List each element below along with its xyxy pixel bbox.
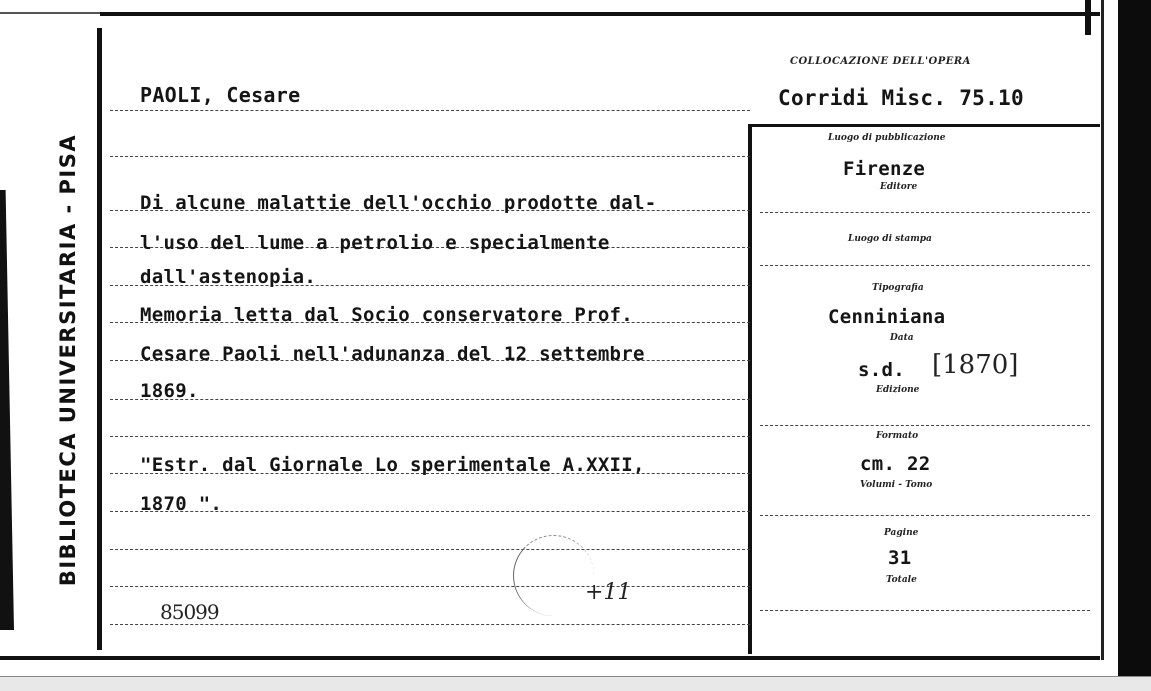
note-line: 1870 ".	[140, 493, 223, 515]
spine-label: BIBLIOTECA UNIVERSITARIA - PISA	[56, 133, 80, 587]
panel-rule	[760, 265, 1090, 266]
format-value: cm. 22	[860, 453, 931, 475]
title-line: dall'astenopia.	[140, 266, 317, 288]
rule	[110, 156, 750, 157]
right-rule	[1101, 0, 1104, 660]
right-dark-edge	[1118, 0, 1151, 690]
panel-rule	[760, 212, 1090, 213]
title-line: 1869.	[140, 380, 199, 402]
panel-rule	[760, 515, 1090, 516]
top-border	[100, 12, 1100, 16]
title-line: Memoria letta dal Socio conservatore Prof.	[140, 304, 634, 326]
handwritten-mark: +11	[585, 580, 632, 605]
collocazione-label: COLLOCAZIONE DELL'OPERA	[790, 56, 971, 67]
publisher-label: Editore	[880, 182, 918, 192]
volumes-label: Volumi - Tomo	[860, 480, 933, 490]
top-right-tab	[1085, 0, 1091, 35]
rule	[110, 624, 750, 625]
format-label: Formato	[876, 431, 919, 441]
inventory-number: 85099	[160, 600, 219, 624]
pages-value: 31	[888, 547, 912, 569]
title-line: l'uso del lume a petrolio e specialmente	[140, 232, 610, 254]
edition-label: Edizione	[876, 385, 920, 395]
rule	[110, 586, 750, 587]
rule	[110, 399, 750, 400]
date-value: s.d.	[858, 359, 905, 381]
left-card-edge	[0, 190, 14, 630]
rule	[110, 436, 750, 437]
left-border-line	[97, 28, 102, 650]
date-handwritten: [1870]	[932, 350, 1019, 380]
printer-label: Tipografia	[872, 283, 924, 293]
author-rule	[110, 110, 750, 111]
author-heading: PAOLI, Cesare	[140, 83, 301, 107]
punch-hole	[513, 535, 594, 616]
note-line: "Estr. dal Giornale Lo sperimentale A.XXII,	[140, 454, 645, 476]
panel-rule	[760, 610, 1090, 611]
printing-place-label: Luogo di stampa	[848, 234, 932, 244]
title-line: Di alcune malattie dell'occhio prodotte dal-	[140, 192, 657, 214]
place-label: Luogo di pubblicazione	[828, 133, 946, 143]
panel-top-line	[748, 124, 1100, 127]
place-value: Firenze	[843, 158, 926, 180]
top-edge-left	[0, 12, 100, 14]
date-label: Data	[890, 333, 914, 343]
rule	[110, 549, 750, 550]
total-label: Totale	[886, 575, 917, 585]
pages-label: Pagine	[884, 528, 919, 538]
shelfmark: Corridi Misc. 75.10	[778, 86, 1024, 110]
panel-rule	[760, 425, 1090, 426]
title-line: Cesare Paoli nell'adunanza del 12 settembre	[140, 343, 645, 365]
bottom-border	[0, 656, 1100, 660]
panel-left-line	[748, 124, 752, 654]
bottom-rule	[0, 676, 1151, 691]
printer-value: Cenniniana	[828, 306, 946, 328]
